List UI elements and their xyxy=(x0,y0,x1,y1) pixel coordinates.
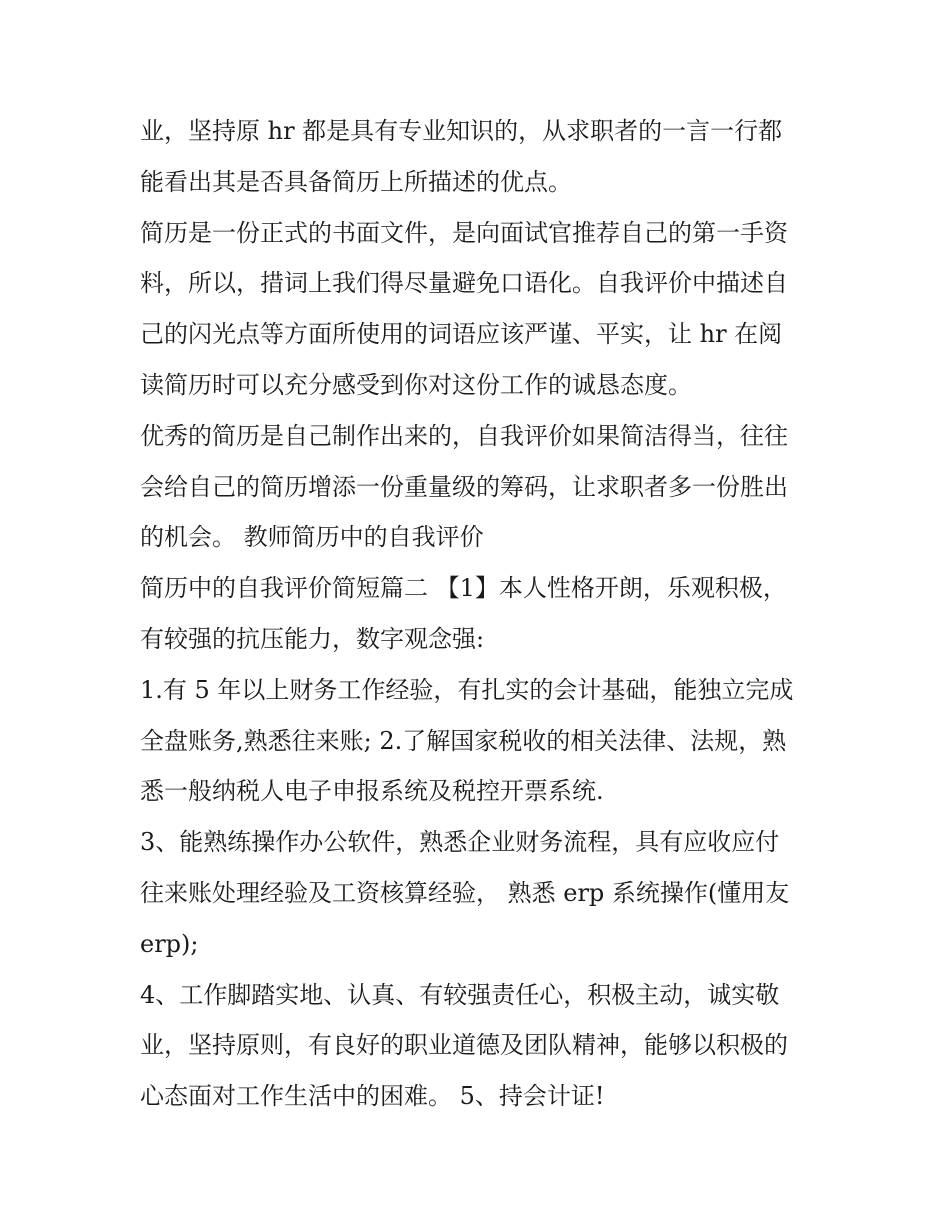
text-line: 有较强的抗压能力，数字观念强: xyxy=(140,624,485,653)
text-line: 业，坚持原 hr 都是具有专业知识的，从求职者的一言一行都 xyxy=(140,117,783,145)
text-line: 的机会。 教师简历中的自我评价 xyxy=(140,523,484,552)
text-line: 3、能熟练操作办公软件，熟悉企业财务流程，具有应收应付 xyxy=(140,828,780,857)
text-line: 读简历时可以充分感受到你对这份工作的诚恳态度。 xyxy=(140,370,692,399)
text-line: 4、工作脚踏实地、认真、有较强责任心，积极主动，诚实敬 xyxy=(140,980,780,1009)
text-line: 优秀的简历是自己制作出来的，自我评价如果简洁得当，往往 xyxy=(140,421,788,450)
text-line: 会给自己的简历增添一份重量级的筹码，让求职者多一份胜出 xyxy=(140,472,788,501)
text-line: 简历是一份正式的书面文件，是向面试官推荐自己的第一手资 xyxy=(140,218,788,247)
text-line: 简历中的自我评价简短篇二 【1】本人性格开朗，乐观积极， xyxy=(140,574,787,603)
text-line: 心态面对工作生活中的困难。 5、持会计证! xyxy=(140,1082,605,1111)
text-line: 业，坚持原则，有良好的职业道德及团队精神，能够以积极的 xyxy=(140,1031,788,1060)
text-line: 料，所以，措词上我们得尽量避免口语化。自我评价中描述自 xyxy=(140,269,788,298)
text-line: 往来账处理经验及工资核算经验， 熟悉 erp 系统操作(懂用友 xyxy=(140,878,790,907)
text-line: 1.有 5 年以上财务工作经验，有扎实的会计基础，能独立完成 xyxy=(140,675,794,704)
document-body xyxy=(140,106,830,1122)
text-line: 全盘账务,熟悉往来账; 2.了解国家税收的相关法律、法规，熟 xyxy=(140,726,787,755)
text-line: 悉一般纳税人电子申报系统及税控开票系统. xyxy=(140,777,604,806)
text-line: 能看出其是否具备简历上所描述的优点。 xyxy=(140,167,572,196)
text-line: 己的闪光点等方面所使用的词语应该严谨、平实，让 hr 在阅 xyxy=(140,320,783,349)
text-line: erp); xyxy=(140,929,199,958)
